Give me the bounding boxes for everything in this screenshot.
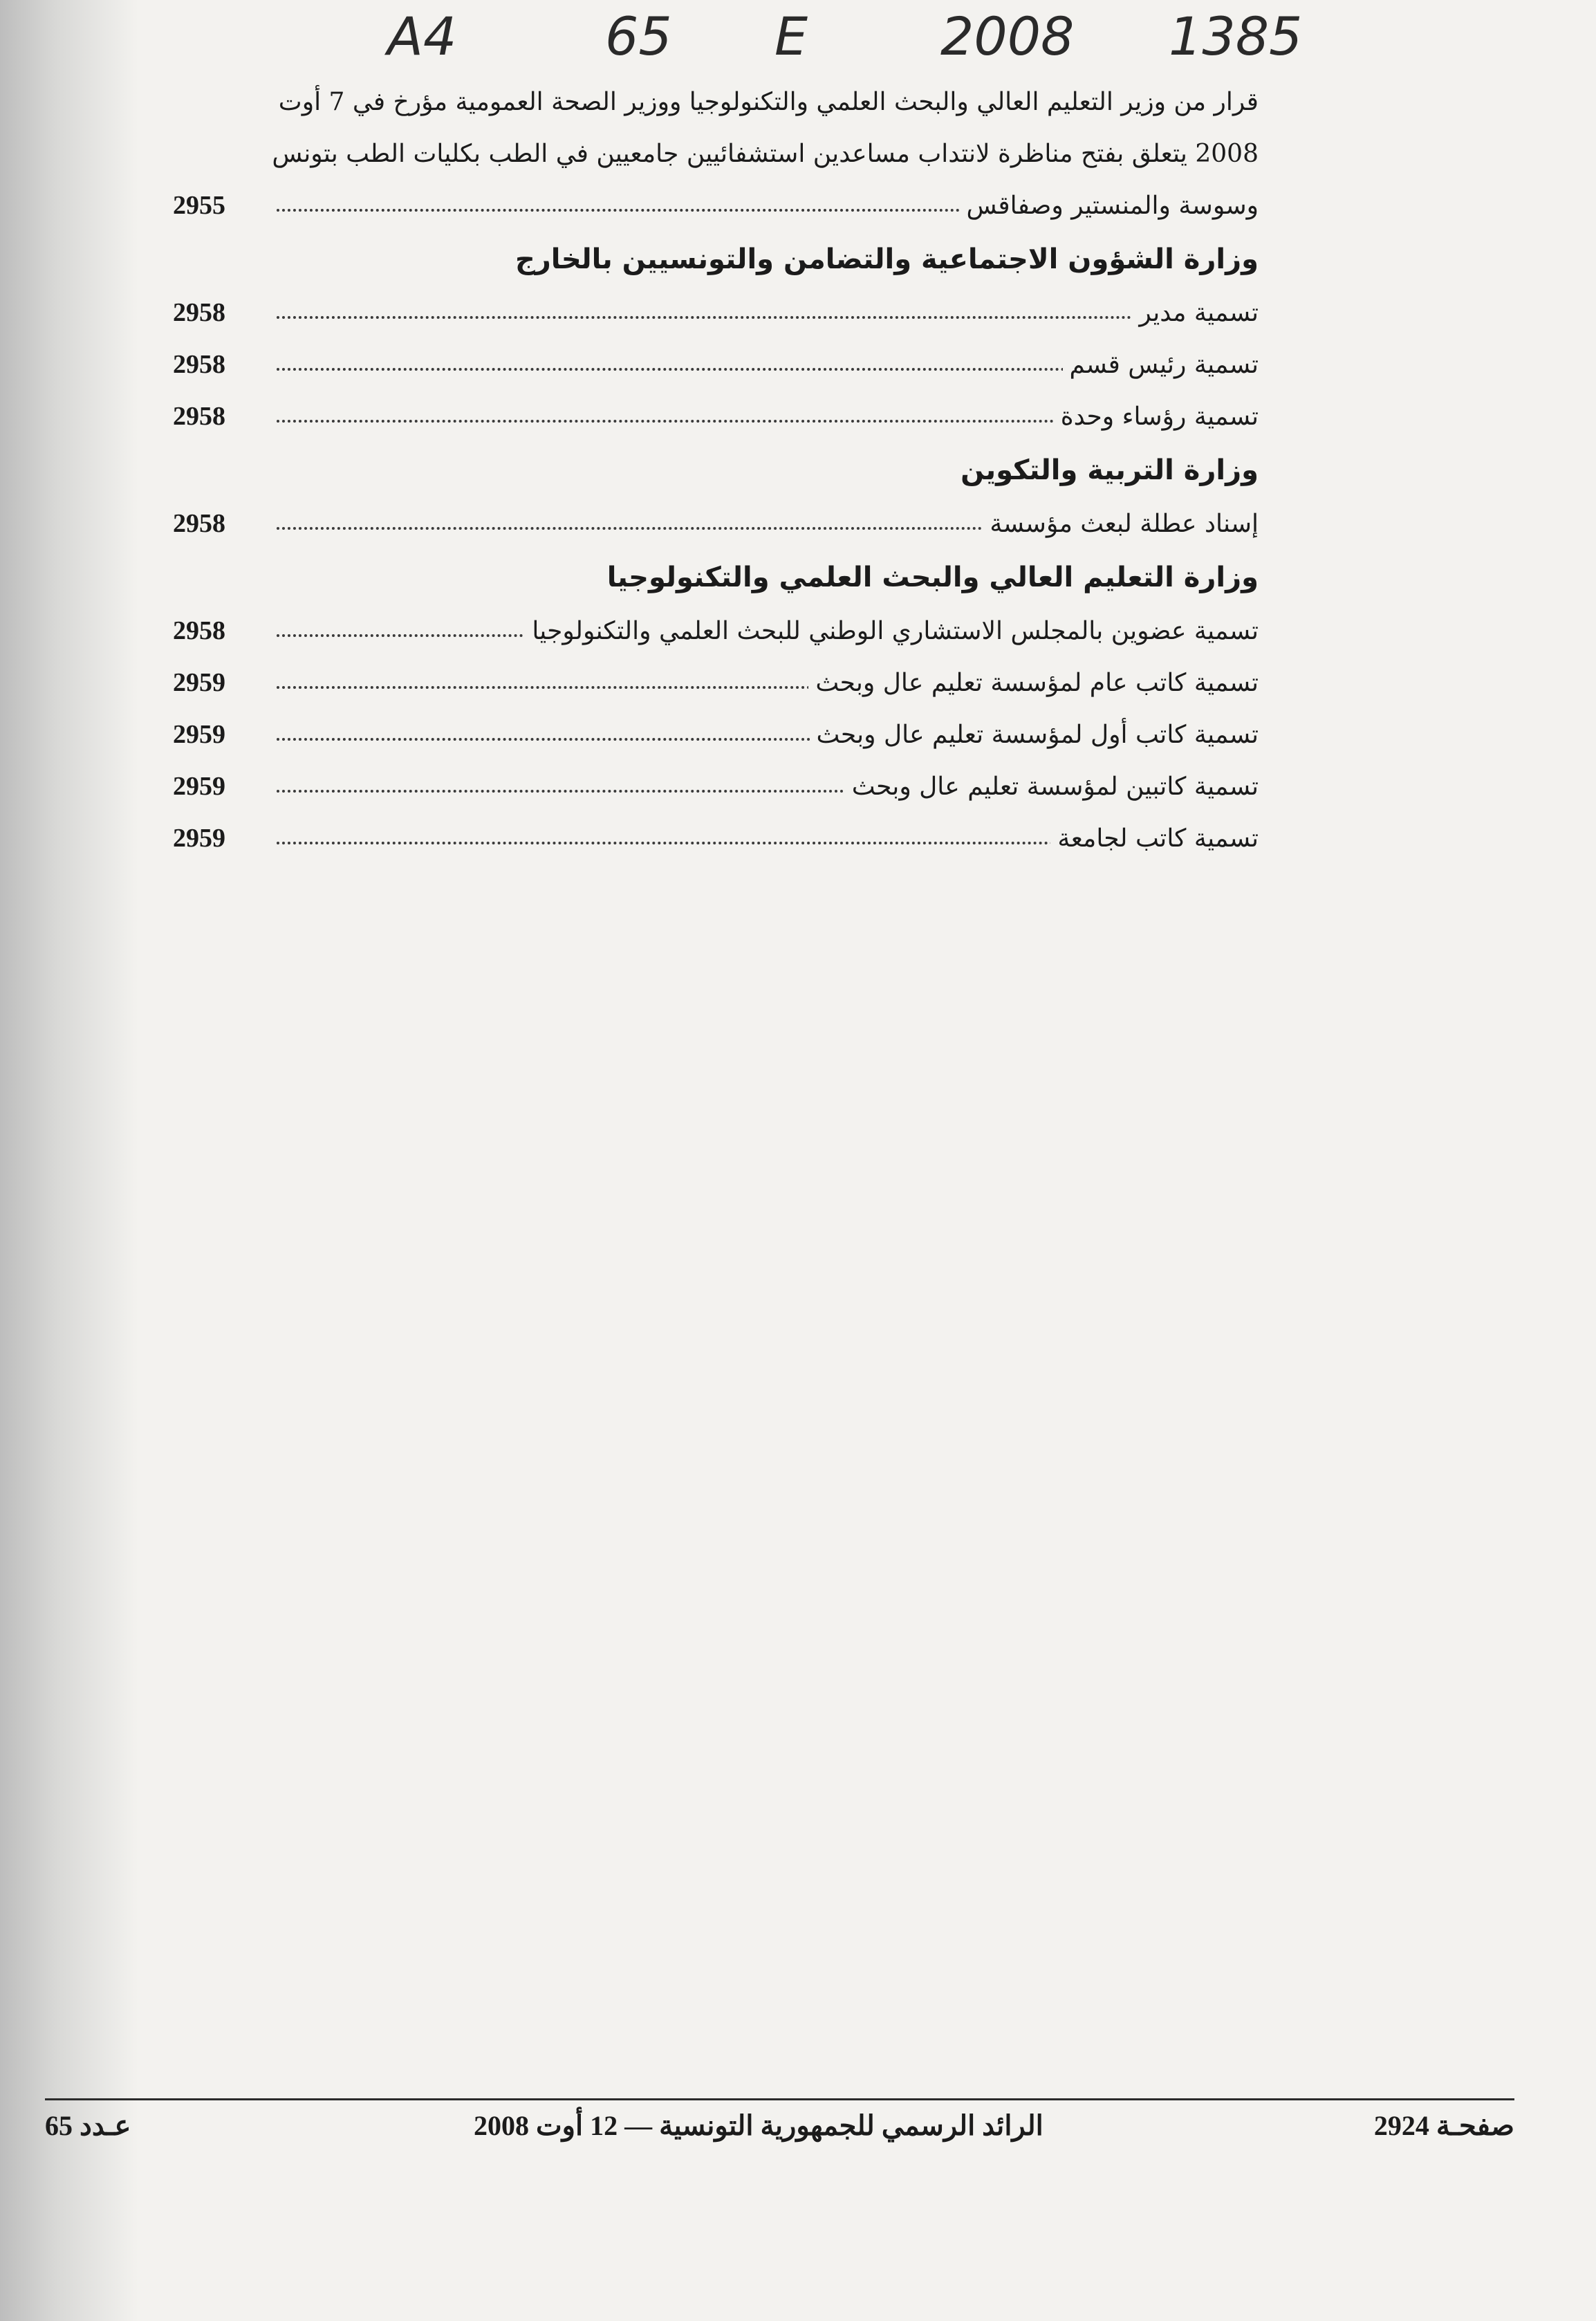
page-number: 2958	[173, 350, 225, 379]
intro-line: 2008 يتعلق بفتح مناظرة لانتداب مساعدين استشفائيين جامعيين في الطب بكليات الطب بتونس	[272, 140, 1259, 168]
footer-divider	[45, 2098, 1514, 2100]
handwritten-note-part: 65	[605, 6, 672, 67]
entry-title: تسمية رؤساء وحدة	[1054, 391, 1259, 443]
section-heading-higher-education: وزارة التعليم العالي والبحث العلمي والتكنولوجيا	[606, 562, 1259, 593]
toc-entry	[173, 339, 1259, 391]
table-of-contents	[173, 76, 1259, 864]
entry-title: تسمية كاتب عام لمؤسسة تعليم عال وبحث	[808, 657, 1259, 709]
entry-title: تسمية رئيس قسم	[1063, 339, 1259, 391]
page-number: 2958	[173, 509, 225, 538]
toc-entry	[173, 657, 1259, 709]
page-number: 2958	[173, 616, 225, 645]
toc-entry	[173, 287, 1259, 339]
toc-intro-entry	[173, 76, 1259, 232]
page-number: 2959	[173, 720, 225, 749]
footer-issue-number: عـدد 65	[45, 2110, 131, 2141]
footer-page-number: صفحـة 2924	[1373, 2110, 1514, 2141]
toc-entry	[173, 498, 1259, 550]
handwritten-note-part: A4	[387, 6, 457, 67]
page-number: 2959	[173, 668, 225, 697]
section-heading-education: وزارة التربية والتكوين	[961, 454, 1259, 486]
entry-title: تسمية كاتب أول لمؤسسة تعليم عال وبحث	[810, 709, 1259, 761]
section-heading-social-affairs: وزارة الشؤون الاجتماعية والتضامن والتونسيين بالخارج	[514, 243, 1259, 275]
page-edge-shadow	[0, 0, 138, 2321]
page-number: 2959	[173, 824, 225, 853]
page-number: 2958	[173, 402, 225, 431]
toc-entry	[173, 813, 1259, 864]
intro-line: قرار من وزير التعليم العالي والبحث العلمي والتكنولوجيا ووزير الصحة العمومية مؤرخ في 7 أوت	[278, 88, 1259, 116]
intro-line: وسوسة والمنستير وصفاقس	[960, 180, 1259, 232]
page-footer	[45, 2109, 1514, 2151]
entry-title: إسناد عطلة لبعث مؤسسة	[983, 498, 1259, 550]
handwritten-note-part: 1385	[1169, 6, 1303, 67]
handwritten-note-part: E	[774, 6, 808, 67]
leader-dots	[277, 309, 1259, 319]
entry-title: تسمية كاتب لجامعة	[1050, 813, 1259, 864]
entry-title: تسمية كاتبين لمؤسسة تعليم عال وبحث	[845, 761, 1259, 813]
handwritten-note-part: 2008	[940, 6, 1075, 67]
toc-entry	[173, 709, 1259, 761]
toc-entry	[173, 391, 1259, 443]
entry-title: تسمية مدير	[1132, 287, 1259, 339]
intro-last-line	[173, 180, 1259, 232]
footer-journal-title: الرائد الرسمي للجمهورية التونسية — 12 أوت 2008	[474, 2110, 1043, 2141]
entry-title: تسمية عضوين بالمجلس الاستشاري الوطني للبحث العلمي والتكنولوجيا	[525, 605, 1259, 657]
page-number: 2959	[173, 772, 225, 801]
page-number: 2958	[173, 298, 225, 327]
toc-entry	[173, 605, 1259, 657]
toc-entry	[173, 761, 1259, 813]
page-number: 2955	[173, 191, 225, 220]
handwritten-note	[387, 6, 1369, 82]
